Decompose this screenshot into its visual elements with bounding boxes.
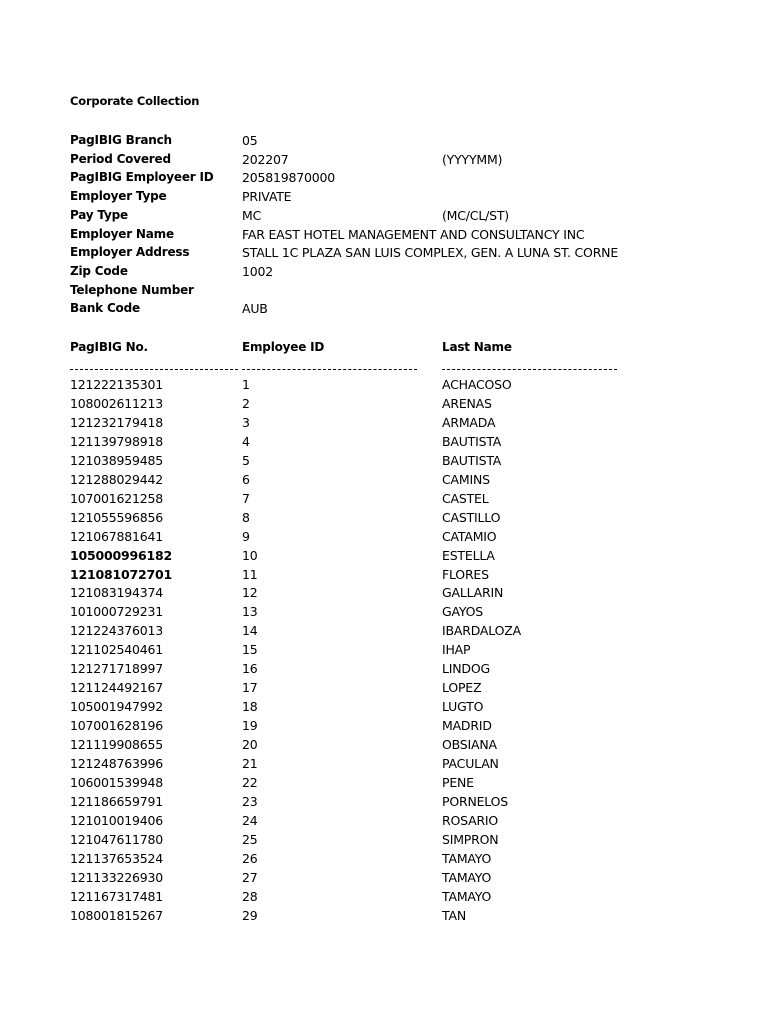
info-row — [0, 189, 768, 207]
cell-last-name: LUGTO — [442, 699, 484, 715]
table-row — [0, 680, 768, 699]
cell-employee-id: 7 — [242, 490, 250, 506]
table-row — [0, 453, 768, 472]
info-label: PagIBIG Employeer ID — [70, 170, 214, 185]
table-row — [0, 813, 768, 832]
cell-last-name: ROSARIO — [442, 812, 499, 828]
cell-employee-id: 8 — [242, 509, 250, 525]
cell-last-name: BAUTISTA — [442, 433, 502, 449]
table-row — [0, 377, 768, 396]
info-format-hint: (MC/CL/ST) — [442, 207, 509, 223]
column-header-employee-id: Employee ID — [242, 340, 325, 354]
cell-pagibig-no: 121133226930 — [70, 869, 164, 885]
info-label: Employer Name — [70, 226, 174, 241]
info-value: 205819870000 — [242, 170, 336, 186]
column-header-last-name: Last Name — [442, 340, 512, 354]
cell-employee-id: 5 — [242, 452, 250, 468]
cell-employee-id: 22 — [242, 774, 258, 790]
cell-last-name: PACULAN — [442, 756, 499, 771]
cell-employee-id: 12 — [242, 585, 258, 601]
cell-employee-id: 1 — [242, 377, 250, 392]
cell-last-name: TAMAYO — [442, 869, 492, 885]
cell-pagibig-no: 121010019406 — [70, 812, 164, 828]
cell-employee-id: 27 — [242, 869, 258, 885]
cell-pagibig-no: 121047611780 — [70, 831, 164, 847]
document-title: Corporate Collection — [70, 94, 200, 108]
table-row — [0, 908, 768, 927]
cell-pagibig-no: 121224376013 — [70, 623, 164, 639]
cell-pagibig-no: 121186659791 — [70, 793, 164, 809]
info-row — [0, 170, 768, 188]
cell-pagibig-no: 101000729231 — [70, 604, 164, 620]
cell-pagibig-no: 106001539948 — [70, 774, 164, 790]
cell-last-name: ARENAS — [442, 395, 492, 411]
cell-last-name: BAUTISTA — [442, 452, 502, 468]
cell-last-name: FLORES — [442, 566, 489, 582]
cell-pagibig-no: 108002611213 — [70, 395, 164, 411]
info-label: Employer Address — [70, 245, 190, 260]
cell-pagibig-no: 121232179418 — [70, 414, 164, 430]
info-label: Employer Type — [70, 189, 167, 204]
cell-employee-id: 16 — [242, 661, 258, 677]
cell-pagibig-no: 121222135301 — [70, 377, 164, 392]
cell-pagibig-no: 105001947992 — [70, 699, 164, 715]
table-row — [0, 604, 768, 623]
cell-pagibig-no: 121248763996 — [70, 756, 164, 771]
table-row — [0, 548, 768, 567]
cell-employee-id: 28 — [242, 888, 258, 904]
cell-pagibig-no: 121167317481 — [70, 888, 164, 904]
table-row — [0, 642, 768, 661]
cell-last-name: ARMADA — [442, 414, 496, 430]
cell-pagibig-no: 108001815267 — [70, 907, 164, 923]
info-label: PagIBIG Branch — [70, 133, 172, 147]
info-label: Zip Code — [70, 263, 128, 278]
cell-pagibig-no: 121038959485 — [70, 452, 164, 468]
info-value: MC — [242, 207, 262, 223]
table-row — [0, 434, 768, 453]
cell-employee-id: 13 — [242, 604, 258, 620]
info-row — [0, 283, 768, 301]
cell-employee-id: 26 — [242, 850, 258, 866]
cell-pagibig-no: 121137653524 — [70, 850, 164, 866]
cell-last-name: LINDOG — [442, 661, 490, 677]
table-row — [0, 472, 768, 491]
cell-employee-id: 17 — [242, 680, 258, 696]
info-value: AUB — [242, 301, 268, 317]
cell-last-name: IBARDALOZA — [442, 623, 521, 639]
table-row — [0, 529, 768, 548]
cell-pagibig-no: 121271718997 — [70, 661, 164, 677]
info-format-hint: (YYYYMM) — [442, 151, 503, 167]
table-row — [0, 415, 768, 434]
cell-last-name: CASTILLO — [442, 509, 501, 525]
cell-last-name: LOPEZ — [442, 680, 482, 696]
info-value: 202207 — [242, 151, 289, 167]
cell-pagibig-no: 121124492167 — [70, 680, 164, 696]
info-value: STALL 1C PLAZA SAN LUIS COMPLEX, GEN. A LUNA ST. CORNE — [242, 245, 619, 261]
cell-employee-id: 2 — [242, 395, 250, 411]
cell-pagibig-no: 121067881641 — [70, 528, 164, 544]
column-header-pagibig-no: PagIBIG No. — [70, 340, 148, 354]
info-value: 05 — [242, 133, 258, 148]
cell-employee-id: 10 — [242, 547, 258, 563]
cell-last-name: TAMAYO — [442, 888, 492, 904]
cell-last-name: ESTELLA — [442, 547, 495, 563]
cell-last-name: TAN — [442, 907, 466, 923]
table-row — [0, 794, 768, 813]
table-row — [0, 889, 768, 908]
cell-last-name: SIMPRON — [442, 831, 499, 847]
cell-employee-id: 20 — [242, 737, 258, 753]
cell-last-name: GAYOS — [442, 604, 483, 620]
table-row — [0, 870, 768, 889]
info-row — [0, 245, 768, 263]
table-row — [0, 718, 768, 737]
info-label: Period Covered — [70, 151, 171, 166]
table-row — [0, 832, 768, 851]
info-row — [0, 152, 768, 170]
cell-pagibig-no: 121083194374 — [70, 585, 164, 601]
info-value: PRIVATE — [242, 189, 292, 205]
table-row — [0, 567, 768, 586]
cell-employee-id: 6 — [242, 471, 250, 487]
cell-employee-id: 14 — [242, 623, 258, 639]
info-row — [0, 208, 768, 226]
info-label: Bank Code — [70, 301, 140, 316]
info-row — [0, 301, 768, 319]
info-label: Pay Type — [70, 207, 128, 222]
header-divider-pagibig-no — [70, 369, 238, 370]
cell-last-name: CATAMIO — [442, 528, 497, 544]
cell-last-name: CAMINS — [442, 471, 490, 487]
info-row — [0, 227, 768, 245]
table-row — [0, 756, 768, 775]
cell-pagibig-no: 105000996182 — [70, 547, 172, 563]
cell-last-name: CASTEL — [442, 490, 489, 506]
header-divider-employee-id — [242, 369, 417, 370]
cell-employee-id: 18 — [242, 699, 258, 715]
cell-employee-id: 21 — [242, 756, 258, 771]
cell-pagibig-no: 121119908655 — [70, 737, 164, 753]
cell-last-name: TAMAYO — [442, 850, 492, 866]
info-row — [0, 133, 768, 151]
cell-employee-id: 4 — [242, 433, 250, 449]
cell-employee-id: 23 — [242, 793, 258, 809]
cell-last-name: PORNELOS — [442, 793, 509, 809]
table-row — [0, 623, 768, 642]
info-value: 1002 — [242, 263, 274, 279]
cell-pagibig-no: 121102540461 — [70, 642, 164, 658]
cell-last-name: OBSIANA — [442, 737, 497, 753]
cell-employee-id: 11 — [242, 566, 258, 582]
cell-pagibig-no: 121139798918 — [70, 433, 164, 449]
cell-employee-id: 19 — [242, 718, 258, 734]
info-row — [0, 264, 768, 282]
cell-employee-id: 3 — [242, 414, 250, 430]
cell-pagibig-no: 121081072701 — [70, 566, 172, 582]
cell-pagibig-no: 107001628196 — [70, 718, 164, 734]
info-value: FAR EAST HOTEL MANAGEMENT AND CONSULTANCY INC — [242, 226, 585, 242]
table-row — [0, 699, 768, 718]
table-row — [0, 851, 768, 870]
cell-pagibig-no: 107001621258 — [70, 490, 164, 506]
info-label: Telephone Number — [70, 282, 194, 297]
table-row — [0, 737, 768, 756]
cell-last-name: GALLARIN — [442, 585, 504, 601]
cell-pagibig-no: 121288029442 — [70, 471, 164, 487]
cell-last-name: ACHACOSO — [442, 377, 512, 392]
cell-last-name: PENE — [442, 774, 474, 790]
table-row — [0, 491, 768, 510]
cell-pagibig-no: 121055596856 — [70, 509, 164, 525]
cell-employee-id: 29 — [242, 907, 258, 923]
cell-employee-id: 15 — [242, 642, 258, 658]
table-row — [0, 661, 768, 680]
table-row — [0, 396, 768, 415]
cell-employee-id: 24 — [242, 812, 258, 828]
table-row — [0, 775, 768, 794]
cell-employee-id: 9 — [242, 528, 250, 544]
cell-last-name: IHAP — [442, 642, 471, 658]
cell-employee-id: 25 — [242, 831, 258, 847]
header-divider-last-name — [442, 369, 617, 370]
table-row — [0, 585, 768, 604]
table-row — [0, 510, 768, 529]
cell-last-name: MADRID — [442, 718, 492, 734]
